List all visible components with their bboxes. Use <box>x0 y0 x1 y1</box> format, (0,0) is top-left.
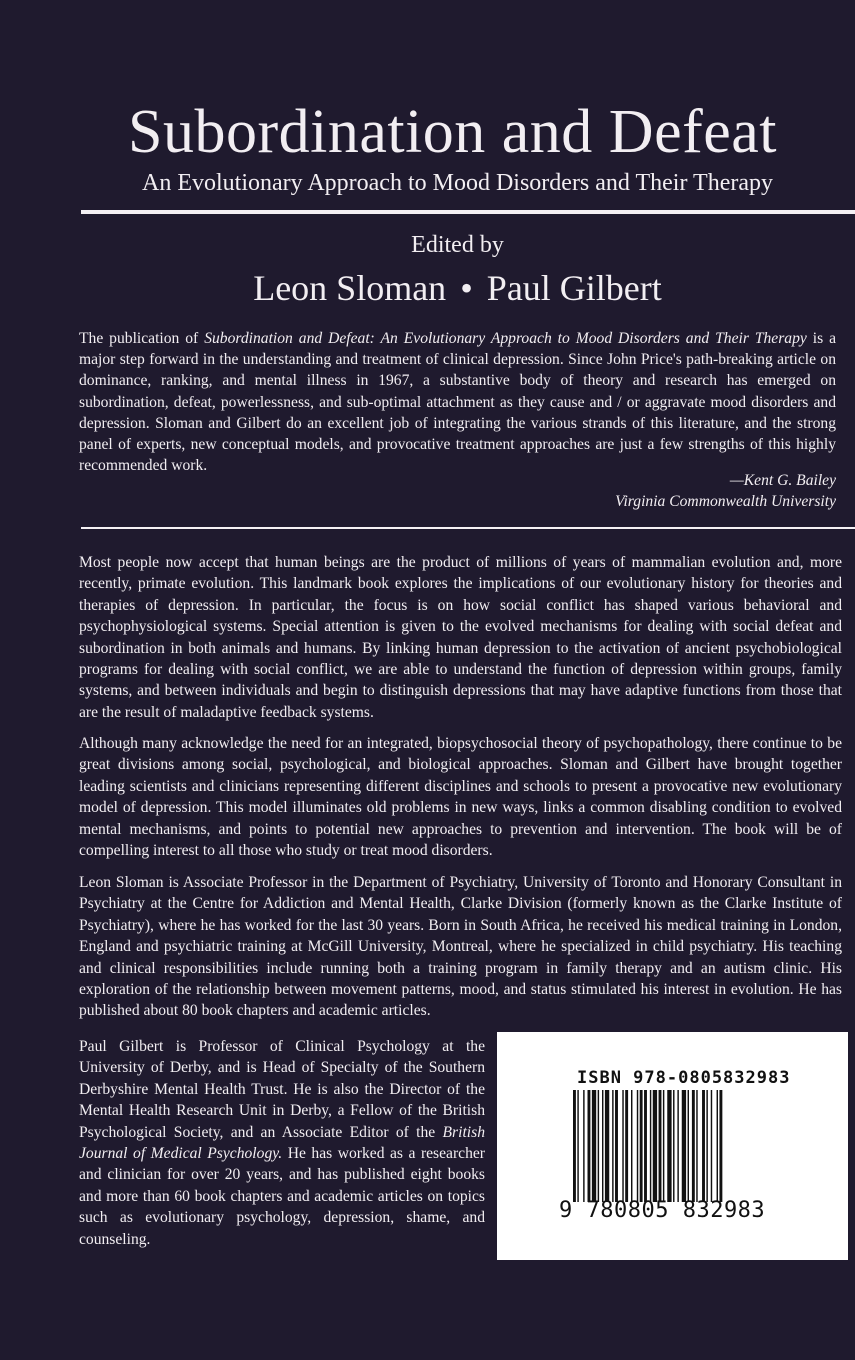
description-paragraph: Although many acknowledge the need for an integrated, biopsychosocial theory of psychopathology, there continue to be great divisions among social, psychological, and biological approaches. Sloman and Gilbert have brought together leading scientists and clinicians representing different disciplines and schools to present a provocative new evolutionary model of depression. This model illuminates old problems in new ways, links a common disabling condition to evolved mental mechanisms, and points to potential new approaches to prevention and intervention. The book will be of compelling interest to all those who study or treat mood disorders. <box>79 735 842 860</box>
editor-name: Paul Gilbert <box>486 268 662 308</box>
editor-name: Leon Sloman <box>253 268 447 308</box>
book-title: Subordination and Defeat <box>127 98 778 166</box>
bullet-separator: • <box>460 268 473 308</box>
title-divider <box>81 210 855 214</box>
review-intro: The publication of <box>79 330 205 347</box>
edited-by-label: Edited by <box>411 232 504 258</box>
editor-bio-paragraph: Paul Gilbert is Professor of Clinical Psychology at the University of Derby, and is Head of Specialty of the Southern Derbyshire Mental Health Trust. He is also the Director of the Mental Health Research Unit in Derby, a Fellow of the British Psychological Society, and an Associate Editor of the British Journal of Medical Psychology. He has worked as a researcher and clinician for over 20 years, and has published eight books and more than 60 book chapters and academic articles on topics such as evolutionary psychology, depression, shame, and counseling. <box>79 1038 485 1248</box>
review-text: is a major step forward in the understanding and treatment of clinical depression. Since John Price's path-breaking article on dominance, ranking, and mental illness in 1967, a substantive body of theory and research has emerged on subordination, defeat, powerlessness, and sub-optimal attachment as they cause and / or aggravate mood disorders and depression. Sloman and Gilbert do an excellent job of integrating the various strands of this literature, and the strong panel of experts, new conceptual models, and provocative treatment approaches are just a few strengths of this highly recommended work. <box>79 330 836 475</box>
description-paragraph: Most people now accept that human beings are the product of millions of years of mammalian evolution and, more recently, primate evolution. This landmark book explores the implications of our evolutionary history for theories and therapies of depression. In particular, the focus is on how social conflict has shaped various behavioral and psychophysiological systems. Special attention is given to the evolved mechanisms for dealing with social defeat and subordination in both animals and humans. By linking human depression to the activation of ancient psychobiological programs for dealing with social conflict, we are able to understand the function of depression within groups, family systems, and between individuals and begin to distinguish depressions that may have adaptive functions from those that are the result of maladaptive feedback systems. <box>79 554 842 721</box>
journal-name: British Journal of Medical Psychology. <box>79 1123 485 1163</box>
review-author: —Kent G. Bailey <box>729 472 836 489</box>
review-quote <box>79 328 836 476</box>
review-book-title: Subordination and Defeat: An Evolutionary Approach to Mood Disorders and Their Therapy <box>204 330 807 347</box>
review-attribution <box>436 470 836 512</box>
section-divider <box>81 527 855 529</box>
book-subtitle: An Evolutionary Approach to Mood Disorders and Their Therapy <box>142 170 773 196</box>
review-affiliation: Virginia Commonwealth University <box>615 493 836 510</box>
barcode-panel <box>497 1032 848 1260</box>
isbn-label: ISBN 978-0805832983 <box>577 1068 791 1088</box>
barcode-digits: 9 780805 832983 <box>559 1198 766 1223</box>
editor-bio-paragraph: Leon Sloman is Associate Professor in the Department of Psychiatry, University of Toronto and Honorary Consultant in Psychiatry at the Centre for Addiction and Mental Health, Clarke Division (formerly known as the Clarke Institute of Psychiatry), where he has worked for the last 30 years. Born in South Africa, he received his medical training in London, England and psychiatric training at McGill University, Montreal, where he specialized in child psychiatry. His teaching and clinical responsibilities include running both a training program in family therapy and an autism clinic. His exploration of the relationship between movement patterns, mood, and status stimulated his interest in evolution. He has published about 80 book chapters and academic articles. <box>79 874 842 1020</box>
barcode-image <box>573 1090 769 1202</box>
editors <box>0 266 855 310</box>
